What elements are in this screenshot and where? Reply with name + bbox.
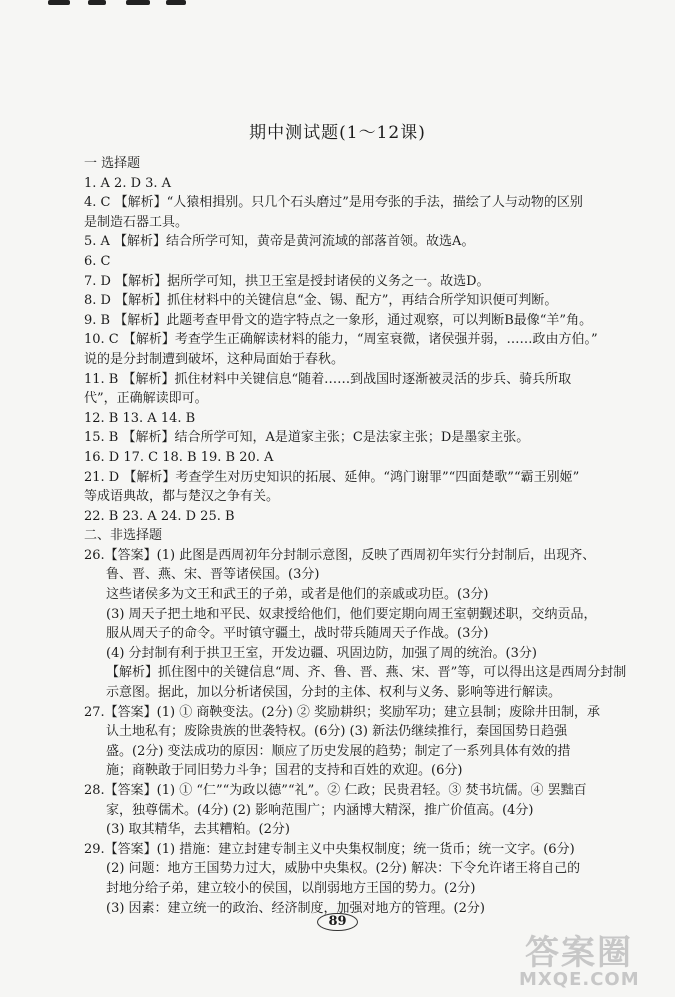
answer-line: 11. B 【解析】抓住材料中关键信息“随着……到战国时逐渐被灵活的步兵、骑兵所取	[84, 371, 572, 387]
answer-line: 是制造石器工具。	[84, 214, 189, 230]
answer-line: 8. D 【解析】抓住材料中的关键信息“金、锡、配方”，再结合所学知识便可判断。	[84, 293, 558, 309]
answer-line: 【解析】抓住图中的关键信息“周、齐、鲁、晋、燕、宋、晋”等，可以得出这是西周分封制	[106, 665, 627, 681]
answer-content	[84, 154, 627, 918]
answer-line: 16. D 17. C 18. B 19. B 20. A	[84, 449, 274, 465]
answer-line: 22. B 23. A 24. D 25. B	[84, 508, 235, 524]
answer-line: 示意图。据此，加以分析诸侯国，分封的主体、权利与义务、影响等进行解读。	[106, 685, 562, 701]
section-heading: 一 选择题	[84, 156, 141, 171]
answer-line: 鲁、晋、燕、宋、晋等诸侯国。(3分)	[106, 567, 320, 583]
answer-line: 15. B 【解析】结合所学可知，A是道家主张；C是法家主张；D是墨家主张。	[84, 430, 530, 446]
answer-line: 这些诸侯多为文王和武王的子弟，或者是他们的亲戚或功臣。(3分)	[106, 587, 489, 603]
answer-line: 9. B 【解析】此题考查甲骨文的造字特点之一象形，通过观察，可以判断B最像“羊”角。	[84, 312, 593, 328]
answer-line: 家，独尊儒术。(4分) (2) 影响范围广；内涵博大精深，推广价值高。(4分)	[106, 802, 534, 818]
answer-line: 29.【答案】(1) 措施：建立封建专制主义中央集权制度；统一货币；统一文字。(6分)	[84, 841, 575, 857]
watermark-top-text: 答案圈	[525, 933, 633, 973]
answer-line: 7. D 【解析】据所学可知，拱卫王室是授封诸侯的义务之一。故选D。	[84, 273, 490, 289]
answer-line: (3) 因素：建立统一的政治、经济制度，加强对地方的管理。(2分)	[106, 900, 485, 916]
answer-line: (3) 周天子把土地和平民、奴隶授给他们，他们要定期向周王室朝觐述职，交纳贡品，	[106, 606, 597, 622]
section-heading: 二、非选择题	[84, 528, 163, 544]
page-number-value: 89	[317, 913, 357, 931]
answer-line: 等成语典故，都与楚汉之争有关。	[84, 489, 280, 505]
answer-line: 27.【答案】(1) ① 商鞅变法。(2分) ② 奖励耕织；奖励军功；建立县制；废除井田制，承	[84, 704, 601, 720]
answer-line: 盛。(2分) 变法成功的原因：顺应了历史发展的趋势；制定了一系列具体有效的措	[106, 743, 571, 759]
answer-line: 代”，正确解读即可。	[84, 391, 208, 407]
answer-line: 施；商鞅敢于同旧势力斗争；国君的支持和百姓的欢迎。(6分)	[106, 763, 463, 779]
answer-line: 6. C	[84, 253, 111, 269]
answer-line: 21. D 【解析】考查学生对历史知识的拓展、延伸。“鸿门谢罪”“四面楚歌”“霸王别姬”	[84, 469, 580, 485]
answer-line: 服从周天子的命令。平时镇守疆土，战时带兵随周天子作战。(3分)	[106, 626, 489, 642]
answer-line: 封地分给子弟，建立较小的侯国，以削弱地方王国的势力。(2分)	[106, 880, 476, 896]
answer-line: (2) 问题：地方王国势力过大，威胁中央集权。(2分) 解决：下令允许诸王将自己的	[106, 861, 581, 877]
page-title: 期中测试题(1～12课)	[249, 123, 426, 143]
answer-line: 12. B 13. A 14. B	[84, 410, 196, 426]
answer-line: 28.【答案】(1) ① “仁”“为政以德”“礼”。② 仁政；民贵君轻。③ 焚书坑儒。④ 罢黜百	[84, 783, 587, 798]
answer-line: 认土地私有；废除贵族的世袭特权。(6分) (3) 新法仍继续推行，秦国国势日趋强	[106, 724, 568, 740]
answer-line: 26.【答案】(1) 此图是西周初年分封制示意图，反映了西周初年实行分封制后，出现齐、	[84, 547, 596, 563]
answer-line: (4) 分封制有利于拱卫王室，开发边疆、巩固边防，加强了周的统治。(3分)	[106, 645, 537, 661]
answer-line: 1. A 2. D 3. A	[84, 175, 172, 191]
watermark-bottom-text: MXQE.COM	[519, 969, 640, 990]
answer-line: 5. A 【解析】结合所学可知，黄帝是黄河流域的部落首领。故选A。	[84, 234, 475, 250]
watermark-logo	[515, 925, 670, 995]
top-edge-marks	[48, 0, 198, 6]
answer-line: 10. C 【解析】考查学生正确解读材料的能力，“周室衰微，诸侯强并弱，……政由方伯。”	[84, 332, 598, 348]
answer-line: 4. C 【解析】“人猿相揖别。只几个石头磨过”是用夸张的手法，描绘了人与动物的区别	[84, 195, 583, 211]
answer-line: 说的是分封制遭到破坏，这种局面始于春秋。	[84, 351, 345, 367]
answer-line: (3) 取其精华，去其糟粕。(2分)	[106, 822, 290, 838]
